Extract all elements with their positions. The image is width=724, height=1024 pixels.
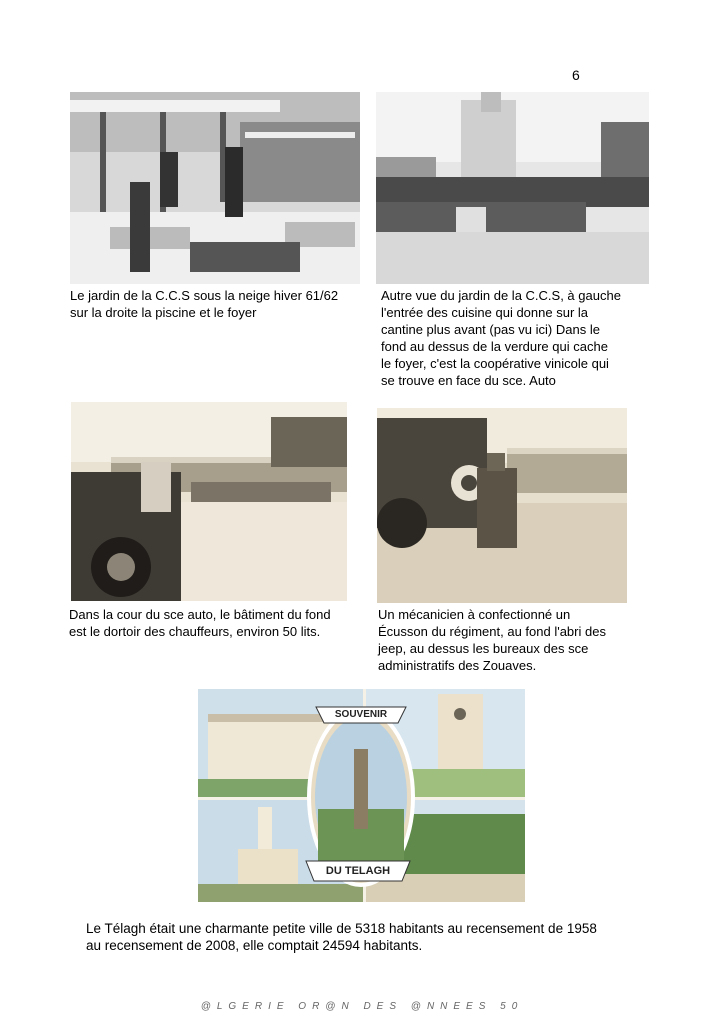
photo-ccs-garden-snow	[70, 92, 360, 284]
photo-mechanic-jeep	[377, 408, 627, 603]
postcard-banner-top: SOUVENIR	[334, 709, 388, 720]
caption-mechanic-jeep: Un mécanicien à confectionné un Écusson du régiment, au fond l'abri des jeep, au dessus les bureaux des sce administratifs des Zouaves.	[378, 607, 606, 673]
caption-ccs-garden-other-view: Autre vue du jardin de la C.C.S, à gauche l'entrée des cuisine qui donne sur la cantine plus avant (pas vu ici) Dans le fond au dessus de la verdure qui cache le foyer, c'est la coopérative vinicole qui se trouve en face du sce. Auto	[381, 288, 621, 388]
page-footer: @LGERIE OR@N DES @NNEES 50	[200, 1001, 524, 1012]
caption-telagh-population: Le Télagh était une charmante petite ville de 5318 habitants au recensement de 1958 au recensement de 2008, elle comptait 24594 habitants.	[86, 921, 597, 953]
caption-ccs-garden-snow: Le jardin de la C.C.S sous la neige hiver 61/62 sur la droite la piscine et le foyer	[70, 288, 339, 320]
photo-ccs-garden-other-view	[376, 92, 649, 284]
postcard-banner-bottom: DU TELAGH	[325, 865, 391, 877]
caption-sce-auto-courtyard: Dans la cour du sce auto, le bâtiment du fond est le dortoir des chauffeurs, environ 50 lits.	[69, 607, 331, 639]
photo-sce-auto-courtyard	[71, 402, 347, 601]
page-number: 6	[572, 67, 580, 83]
postcard-souvenir-du-telagh	[198, 689, 525, 902]
